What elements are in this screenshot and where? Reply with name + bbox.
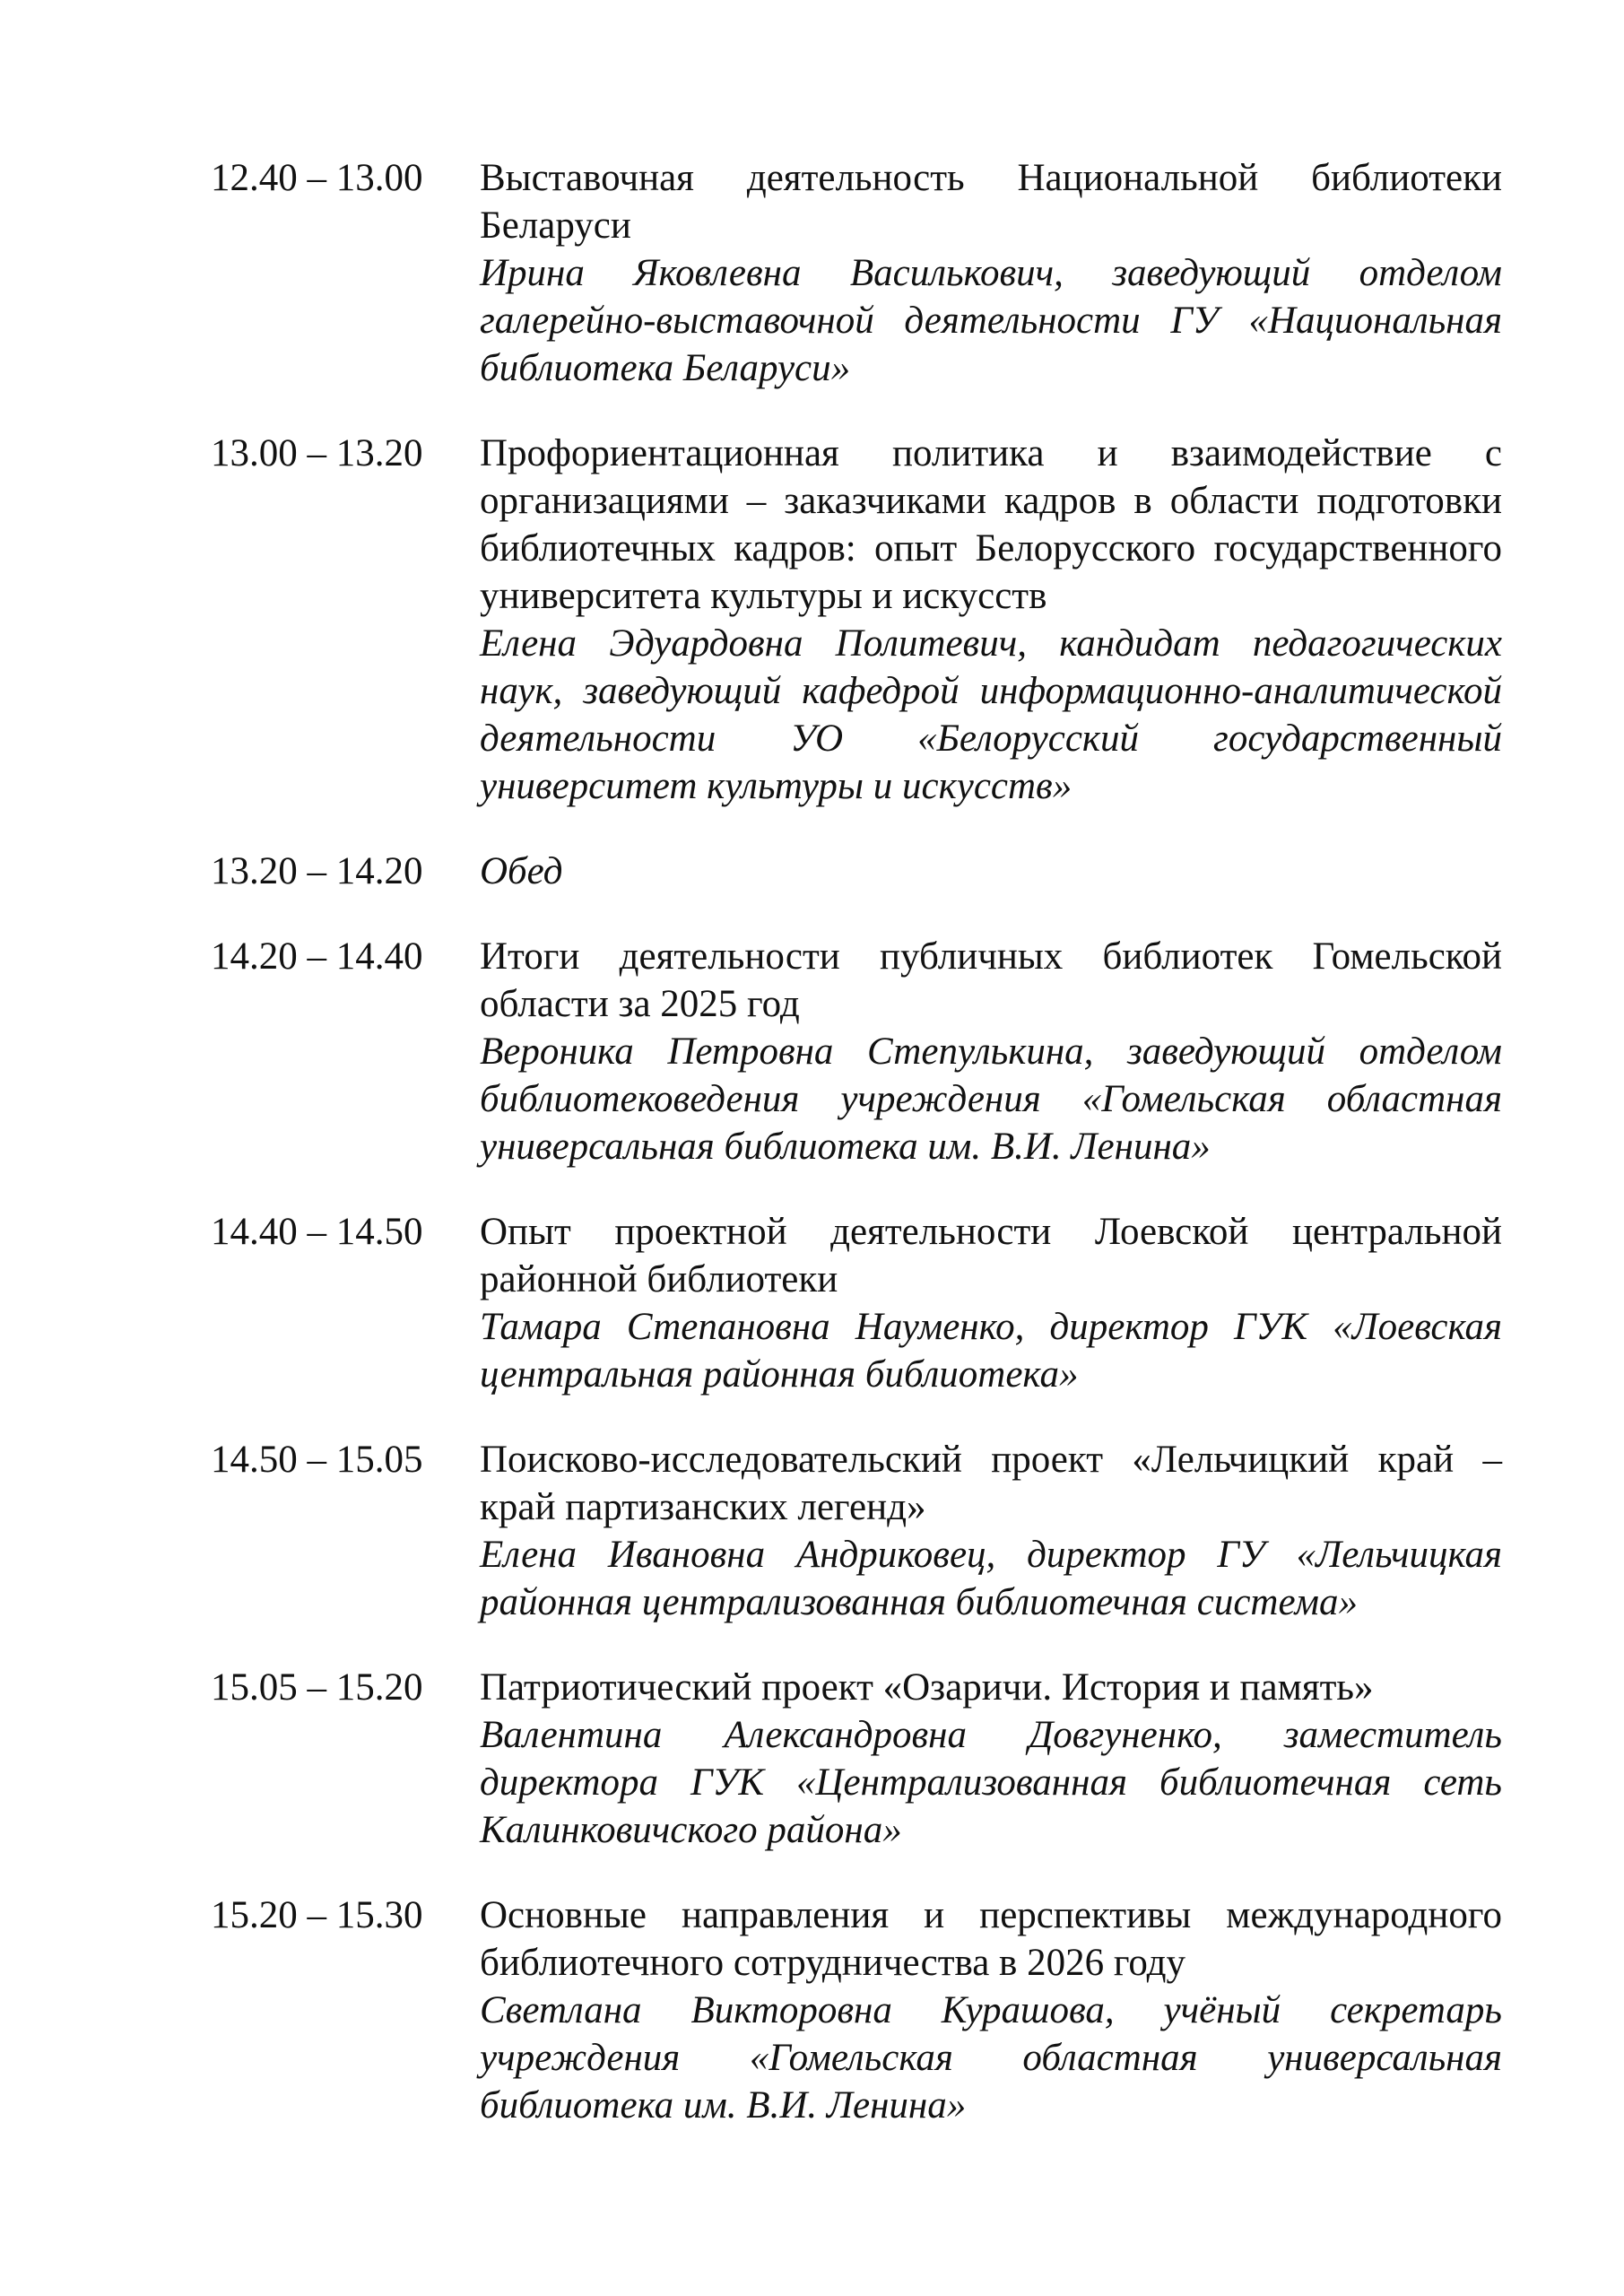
program-schedule [211,154,1502,2167]
session-time: 15.05 – 15.20 [211,1666,423,1709]
session-time: 13.00 – 13.20 [211,432,423,474]
session-time: 14.50 – 15.05 [211,1439,423,1481]
schedule-entry [211,848,1502,895]
session-title: Патриотический проект «Озаричи. История и память» [480,1666,1374,1709]
session-time: 12.40 – 13.00 [211,157,423,199]
session-body [480,1892,1502,2129]
session-speaker: Тамара Степановна Науменко, директор ГУК «Лоевская центральная районная библиотека» [480,1306,1502,1396]
session-title: Итоги деятельности публичных библиотек Гомельской области за 2025 год [480,935,1502,1025]
session-title: Выставочная деятельность Национальной библиотеки Беларуси [480,157,1502,247]
session-speaker: Елена Эдуардовна Политевич, кандидат педагогических наук, заведующий кафедрой информационно-аналитической деятельности УО «Белорусский государственный университет культуры и искусств» [480,622,1502,807]
session-time: 13.20 – 14.20 [211,850,423,892]
schedule-entry [211,1664,1502,1854]
schedule-entry [211,154,1502,392]
schedule-entry [211,430,1502,810]
session-title: Опыт проектной деятельности Лоевской центральной районной библиотеки [480,1211,1502,1300]
session-title: Поисково-исследовательский проект «Лельчицкий край – край партизанских легенд» [480,1439,1502,1528]
session-speaker: Елена Ивановна Андриковец, директор ГУ «Лельчицкая районная централизованная библиотечная система» [480,1534,1502,1623]
session-time: 14.40 – 14.50 [211,1211,423,1253]
session-body [480,1664,1502,1854]
schedule-entry [211,1208,1502,1398]
session-speaker: Валентина Александровна Довгуненко, заместитель директора ГУК «Централизованная библиотечная сеть Калинковичского района» [480,1714,1502,1851]
schedule-entry [211,933,1502,1170]
session-speaker: Вероника Петровна Степулькина, заведующий отделом библиотековедения учреждения «Гомельская областная универсальная библиотека им. В.И. Ленина» [480,1031,1502,1168]
session-speaker: Ирина Яковлевна Василькович, заведующий отделом галерейно-выставочной деятельности ГУ «Национальная библиотека Беларуси» [480,252,1502,389]
session-time: 14.20 – 14.40 [211,935,423,978]
session-speaker: Светлана Викторовна Курашова, учёный секретарь учреждения «Гомельская областная универсальная библиотека им. В.И. Ленина» [480,1989,1502,2126]
session-body [480,430,1502,810]
session-body [480,154,1502,392]
session-body [480,933,1502,1170]
session-title: Профориентационная политика и взаимодействие с организациями – заказчиками кадров в области подготовки библиотечных кадров: опыт Белорусского государственного университета культуры и искусств [480,432,1502,617]
lunch-break: Обед [480,850,563,892]
session-title: Основные направления и перспективы международного библиотечного сотрудничества в 2026 году [480,1894,1502,1984]
session-body [480,848,1502,895]
schedule-entry [211,1892,1502,2129]
session-time: 15.20 – 15.30 [211,1894,423,1936]
schedule-entry [211,1436,1502,1626]
session-body [480,1208,1502,1398]
session-body [480,1436,1502,1626]
